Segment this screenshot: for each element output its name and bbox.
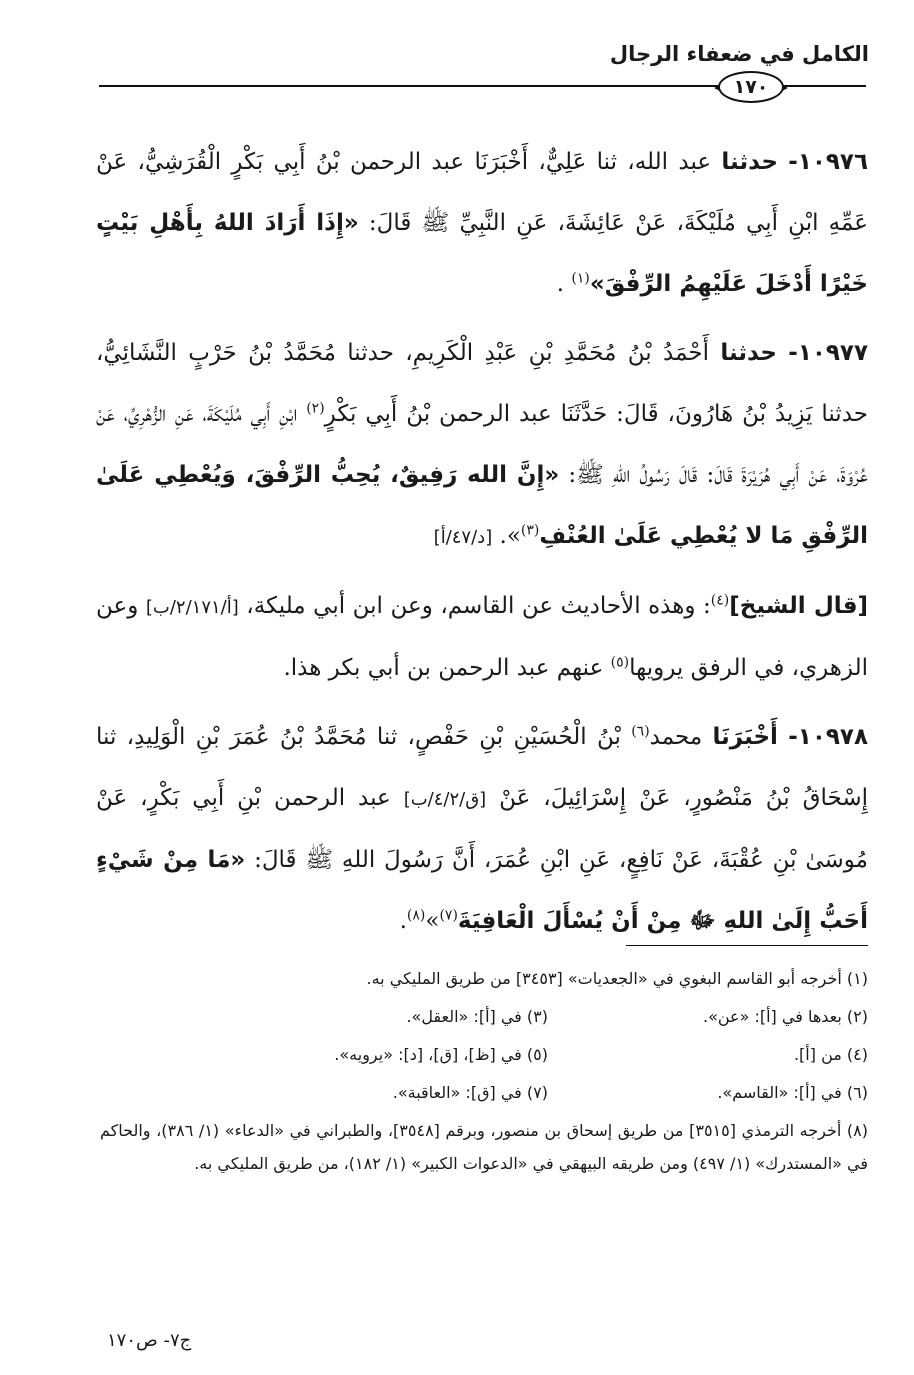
footnote-ref-8: (٨) — [406, 907, 426, 924]
isnad-text-continued: عبد الرحمن بْنِ أَبِي بَكْرٍ، عَنْ مُوسَىٰ بْنِ عُقْبَةَ، عَنْ نَافِعٍ، عَنِ ابْنِ عُمَرَ، أَنَّ رَسُولَ اللهِ ﷺ قَالَ: — [96, 785, 868, 873]
footnote-ref-6: (٦) — [631, 723, 650, 740]
hadith-paragraph-10978 — [96, 707, 868, 952]
chain-keyword: حدثنا — [721, 149, 778, 175]
isnad-text: بْنُ الْحُسَيْنِ بْنِ حَفْصٍ، ثنا مُحَمَّدُ بْنُ عُمَرَ بْنِ الْوَلِيدِ، ثنا إِسْحَاقُ بْنُ مَنْصُورٍ، عَنْ إِسْرَائِيلَ، عَنْ — [96, 724, 868, 811]
isnad-text-continued: ابْنِ أَبِي مُلَيْكَةَ، عَنِ الزُّهْرِيِّ، عَنْ عُرْوَةَ، عَنْ أَبِي هُرَيْرَةَ قَالَ: قَالَ رَسُولُ اللهِ ﷺ: — [96, 401, 868, 488]
footnote-2: (٢) بعدها في [أ]: «عن». — [702, 1007, 868, 1026]
hadith-number: ١٠٩٧٨- — [788, 724, 868, 750]
manuscript-reference: [د/٤٧/أ] — [433, 527, 493, 548]
footnote-ref-7: (٧) — [439, 907, 458, 924]
volume-page-signature: ج٧- ص١٧٠ — [107, 1330, 192, 1351]
isnad-text: عبد الله، ثنا عَلِيٌّ، أَخْبَرَنَا عبد الرحمن بْنُ أَبِي بَكْرٍ الْقُرَشِيُّ، عَنْ عَمِّهِ ابْنِ أَبِي مُلَيْكَةَ، عَنْ عَائِشَةَ، عَنِ النَّبِيِّ ﷺ قَالَ: — [96, 149, 869, 236]
paragraph-end: . — [556, 271, 565, 297]
chain-keyword: حدثنا — [720, 340, 777, 366]
footnote-ref-5: (٥) — [610, 654, 630, 671]
comment-text: : وهذه الأحاديث عن القاسم، وعن ابن أبي مليكة، — [246, 593, 711, 619]
main-text — [96, 132, 868, 960]
running-head-title: الكامل في ضعفاء الرجال — [609, 42, 869, 66]
footnote-5: (٥) في [ظ]، [ق]، [د]: «يرويه». — [334, 1045, 548, 1064]
sheikh-comment-paragraph — [96, 576, 868, 699]
sheikh-label: [قال الشيخ] — [729, 593, 869, 619]
footnote-ref-4: (٤) — [710, 592, 730, 609]
comment-text-end: عنهم عبد الرحمن بن أبي بكر هذا. — [283, 655, 604, 681]
footnote-separator — [626, 945, 868, 946]
footnote-7: (٧) في [ق]: «العاقبة». — [392, 1083, 548, 1102]
hadith-paragraph-10977 — [96, 323, 868, 568]
hadith-close: » — [425, 908, 440, 934]
paragraph-end: . — [399, 908, 407, 934]
footnotes — [100, 962, 868, 1180]
footnote-8: (٨) أخرجه الترمذي [٣٥١٥] من طريق إسحاق بن منصور، وبرقم [٣٥٤٨]، والطبراني في «الدعاء» (١/ ٣٨٦)، والحاكم في «المستدرك» (١/ ٤٩٧) ومن طريقه البيهقي في «الدعوات الكبير» (١/ ١٨٢)، من طريق المليكي به. — [100, 1121, 868, 1173]
comment-text-continued: وعن الزهري، في الرفق يرويها — [96, 593, 868, 681]
hadith-text: «إِذَا أَرَادَ اللهُ بِأَهْلِ بَيْتٍ خَيْرًا أَدْخَلَ عَلَيْهِمُ الرِّفْقَ» — [96, 210, 868, 297]
footnote-1: (١) أخرجه أبو القاسم البغوي في «الجعديات» [٣٤٥٣] من طريق المليكي به. — [366, 969, 868, 988]
hadith-close: ». — [499, 523, 521, 549]
hadith-number: ١٠٩٧٧- — [788, 340, 869, 366]
page-number-badge: ١٧٠ — [718, 71, 784, 103]
hadith-text: «إِنَّ الله رَفِيقٌ، يُحِبُّ الرِّفْقَ، وَيُعْطِي عَلَىٰ الرِّفْقِ مَا لا يُعْطِي عَلَىٰ العُنْفِ — [96, 462, 868, 549]
footnote-6: (٦) في [أ]: «القاسم». — [717, 1083, 868, 1102]
footnote-row — [100, 1038, 868, 1071]
hadith-number: ١٠٩٧٦- — [788, 149, 869, 175]
chain-keyword: أَخْبَرَنَا — [712, 724, 778, 750]
footnote-row — [100, 1076, 868, 1109]
footnote-ref-2: (٢) — [306, 400, 325, 417]
hadith-text: «مَا مِنْ شَيْءٍ أَحَبُّ إِلَىٰ اللهِ ﷻ مِنْ أَنْ يُسْأَلَ الْعَافِيَةَ — [96, 847, 868, 934]
footnote-3: (٣) في [أ]: «العقل». — [406, 1007, 548, 1026]
isnad-text: أَحْمَدُ بْنُ مُحَمَّدِ بْنِ عَبْدِ الْكَرِيمِ، حدثنا مُحَمَّدُ بْنُ حَرْبٍ النَّشَائِيُّ، حدثنا يَزِيدُ بْنُ هَارُونَ، قَالَ: حَدَّثَنَا عبد الرحمن بْنُ أَبِي بَكْرٍ — [96, 340, 868, 427]
footnote-ref-3: (٣) — [520, 522, 540, 539]
manuscript-reference: [ق/٤/٢/ب] — [403, 789, 487, 810]
narrator-name: محمد — [649, 724, 703, 750]
hadith-paragraph-10976 — [96, 132, 868, 315]
manuscript-reference: [أ/٢/١٧١/ب] — [145, 597, 239, 618]
footnote-row — [100, 1000, 868, 1033]
footnote-ref-1: (١) — [571, 270, 590, 287]
footnote-4: (٤) من [أ]. — [793, 1045, 868, 1064]
